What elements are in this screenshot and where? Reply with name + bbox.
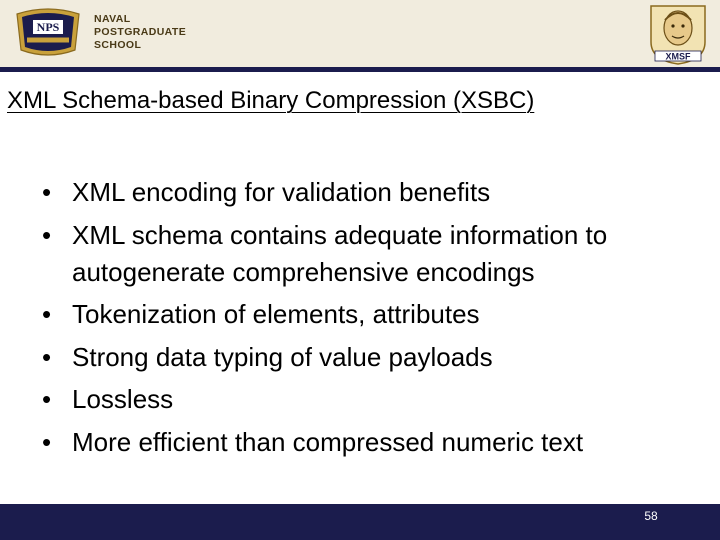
bullet-text: Tokenization of elements, attributes [72, 299, 480, 329]
page-number: 58 [644, 509, 658, 523]
slide-title: XML Schema-based Binary Compression (XSBC) [7, 87, 535, 114]
bullet-icon: • [42, 384, 52, 414]
bullet-text: More efficient than compressed numeric text [72, 426, 584, 457]
bullet-text: XML schema contains adequate information to autogenerate comprehensive encodings [72, 219, 608, 287]
bullet-item [40, 296, 712, 333]
footer-band [0, 504, 720, 540]
bullet-icon: • [42, 341, 52, 372]
school-name-line: SCHOOL [94, 39, 142, 51]
header-band [0, 0, 720, 67]
bullet-text: Lossless [72, 384, 174, 414]
bullet-icon: • [42, 177, 52, 207]
school-name-line: NAVAL [94, 13, 131, 25]
xmsf-logo [647, 2, 709, 66]
bullet-text: Strong data typing of value payloads [72, 341, 493, 372]
school-name-line: POSTGRADUATE [94, 26, 187, 38]
seal-label: NPS [36, 20, 60, 34]
bullet-item [40, 381, 712, 418]
xmsf-logo-label: XMSF [665, 51, 691, 62]
bullet-item [40, 424, 712, 461]
bullet-list [40, 174, 712, 466]
bullet-item [40, 339, 712, 376]
bullet-icon: • [42, 426, 52, 457]
school-name [94, 13, 204, 52]
nps-seal-logo [11, 6, 85, 58]
header-divider [0, 67, 720, 72]
bullet-icon: • [42, 299, 52, 329]
bullet-text: XML encoding for validation benefits [72, 177, 491, 207]
bullet-item [40, 217, 712, 291]
bullet-item [40, 174, 712, 211]
bullet-icon: • [42, 219, 52, 250]
